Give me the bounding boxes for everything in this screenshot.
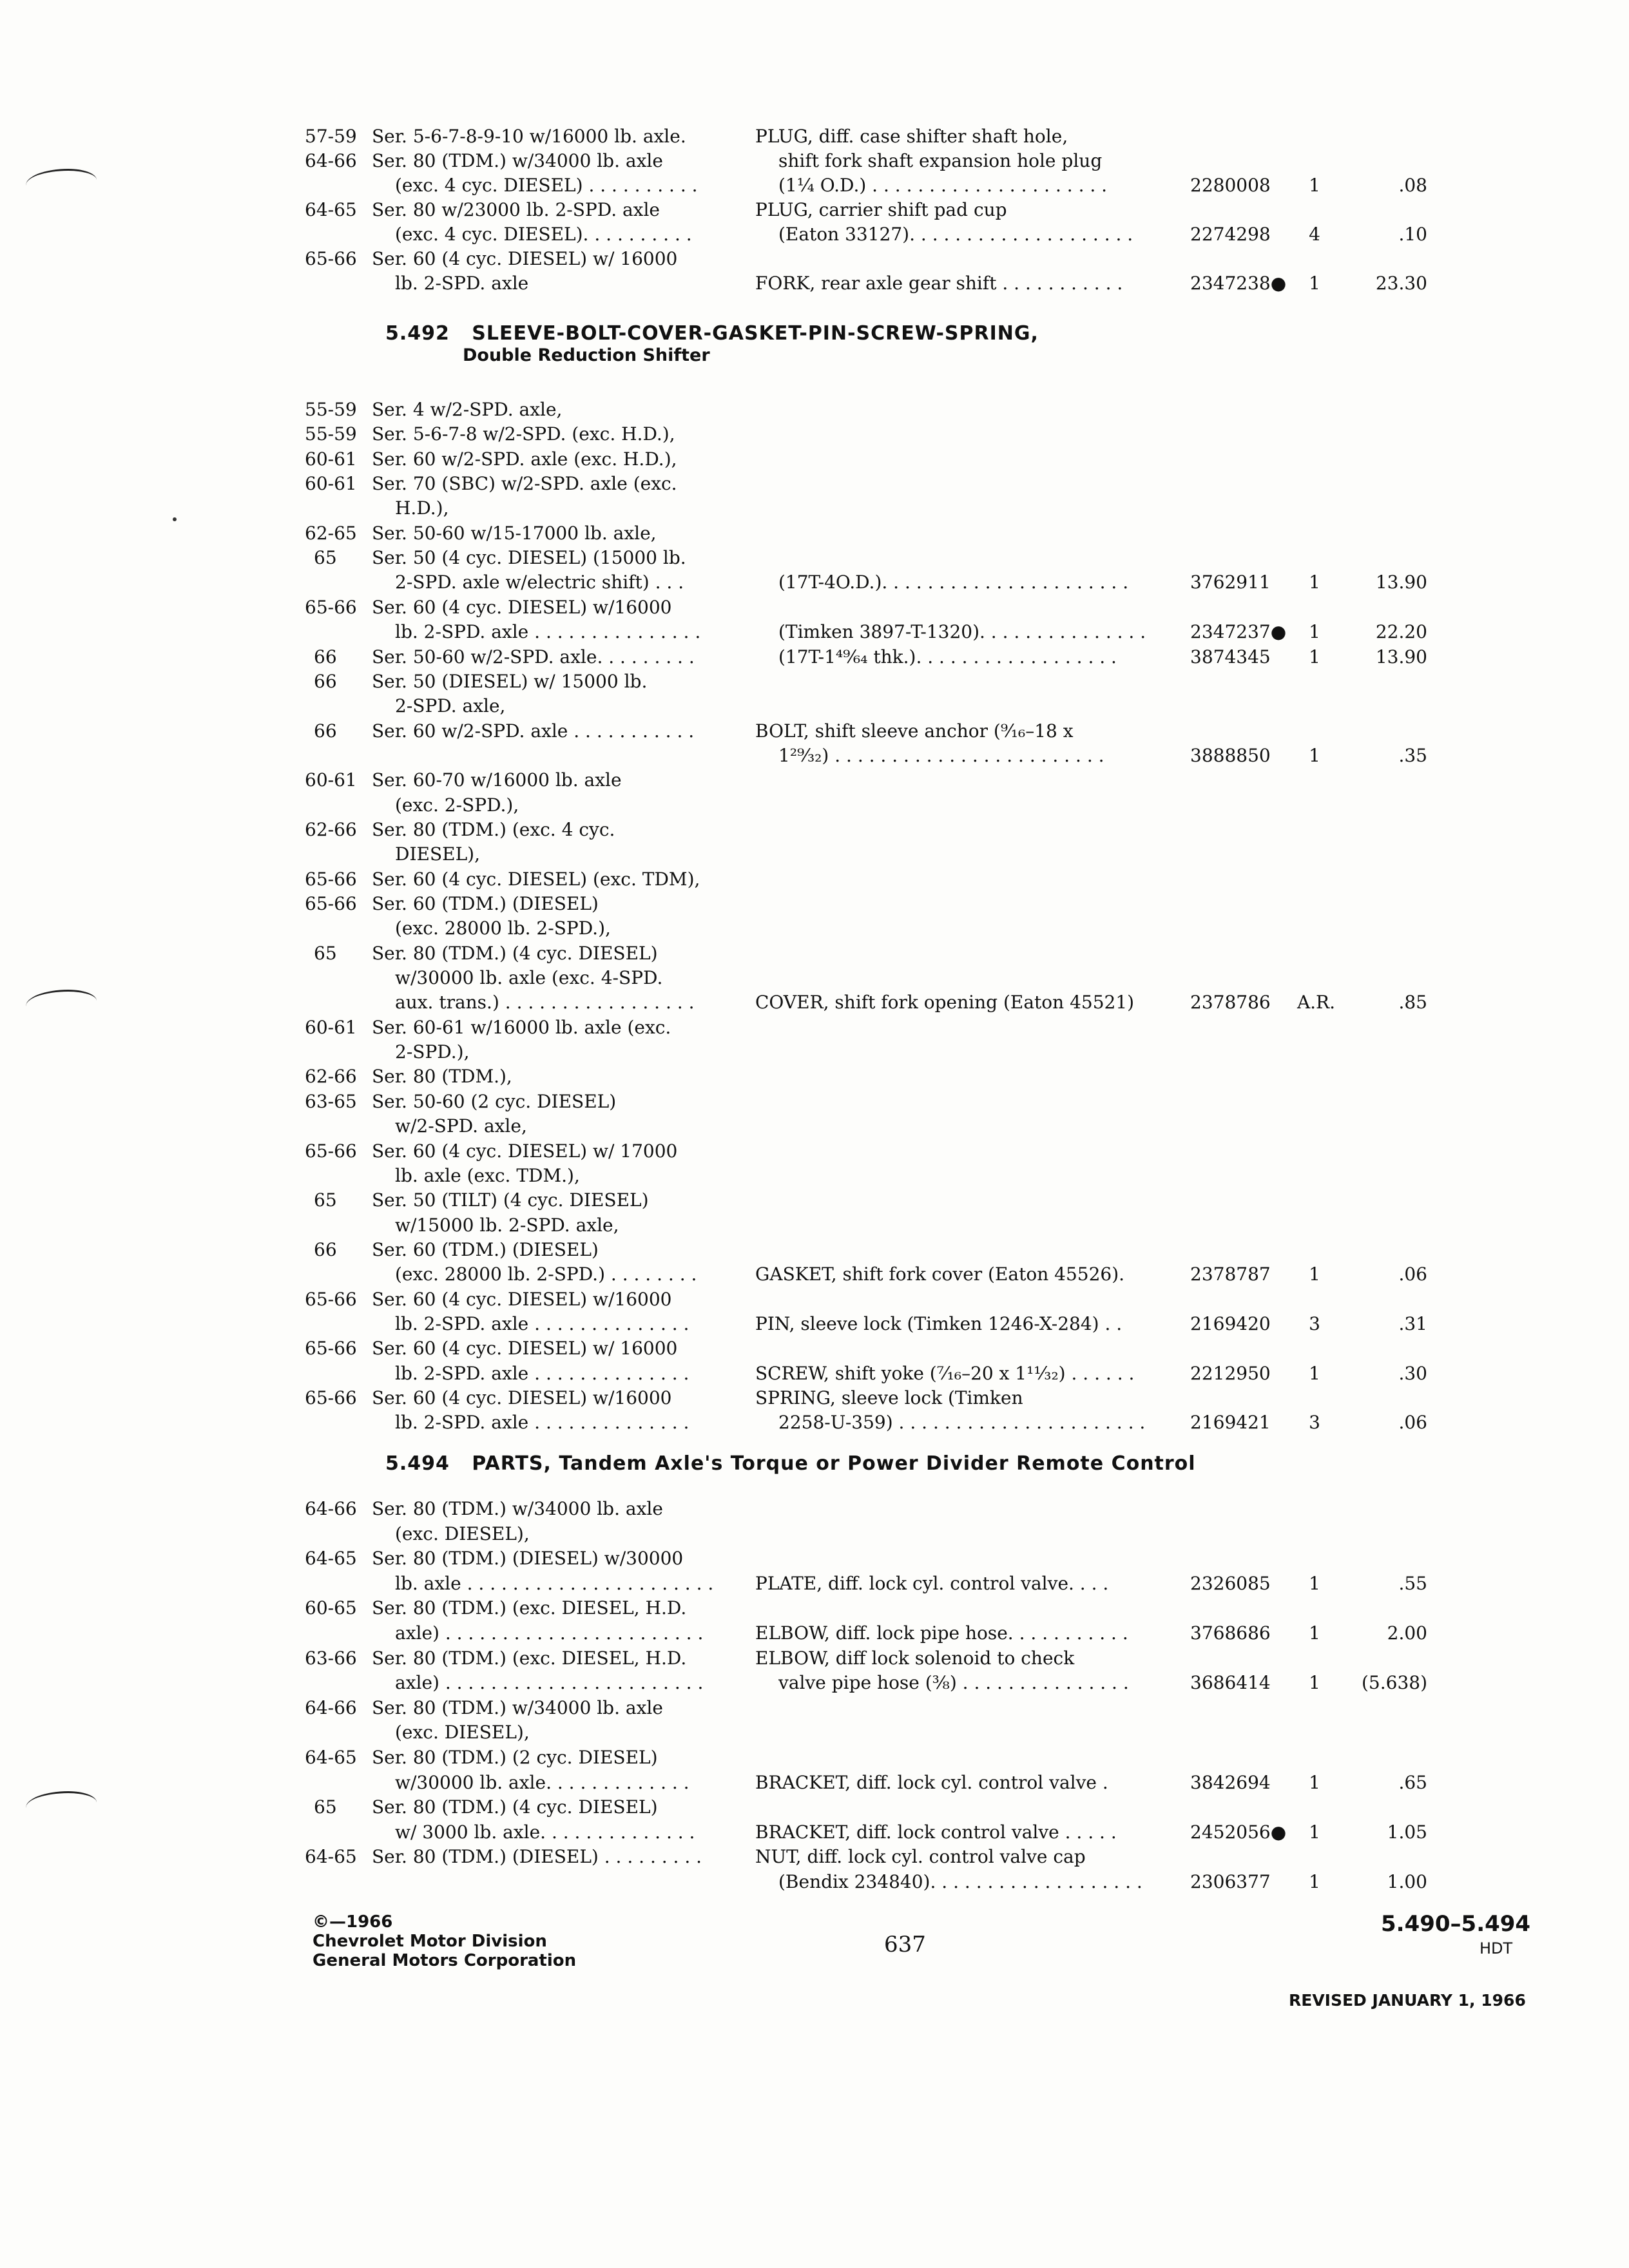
price: .55 [1398, 1573, 1427, 1594]
application: Ser. 50-60 w/2-SPD. axle. . . . . . . . . [372, 646, 695, 668]
application: Ser. 5-6-7-8 w/2-SPD. (exc. H.D.), [372, 423, 675, 445]
application: Ser. 4 w/2-SPD. axle, [372, 399, 563, 420]
application: w/15000 lb. 2-SPD. axle, [395, 1215, 619, 1236]
application: w/2-SPD. axle, [395, 1115, 527, 1137]
model-years: 66 [314, 671, 337, 692]
part-number: 2378786 [1190, 992, 1271, 1013]
quantity: 1 [1309, 1622, 1320, 1644]
punch-hole-mark [26, 1791, 97, 1819]
model-years: 64-65 [305, 199, 357, 220]
price: 1.05 [1387, 1821, 1427, 1843]
part-description: shift fork shaft expansion hole plug [778, 150, 1103, 171]
application: Ser. 60 (TDM.) (DIESEL) [372, 1239, 599, 1260]
footer-revised-date: REVISED JANUARY 1, 1966 [1289, 1991, 1526, 2010]
model-years: 57-59 [305, 126, 357, 147]
part-description: FORK, rear axle gear shift . . . . . . . . . . . [755, 273, 1123, 294]
model-years: 63-66 [305, 1648, 357, 1669]
part-description: SPRING, sleeve lock (Timken [755, 1387, 1023, 1408]
application: axle) . . . . . . . . . . . . . . . . . . . . . . . [395, 1672, 704, 1693]
footer-division: Chevrolet Motor Division [313, 1932, 547, 1951]
quantity: 1 [1309, 621, 1320, 642]
model-years: 66 [314, 720, 337, 742]
application: Ser. 50-60 w/15-17000 lb. axle, [372, 523, 657, 544]
section-number: 5.492 [385, 322, 450, 345]
quantity: A.R. [1296, 992, 1336, 1013]
model-years: 62-66 [305, 1066, 357, 1087]
part-description: (1¼ O.D.) . . . . . . . . . . . . . . . . . . . . . [778, 175, 1108, 196]
model-years: 60-65 [305, 1597, 357, 1619]
application: lb. 2-SPD. axle . . . . . . . . . . . . . . [395, 1363, 689, 1384]
model-years: 62-65 [305, 523, 357, 544]
application: Ser. 60-61 w/16000 lb. axle (exc. [372, 1017, 671, 1038]
part-number: 3842694 [1190, 1772, 1271, 1793]
application: (exc. 4 cyc. DIESEL) . . . . . . . . . . [395, 175, 698, 196]
part-description: BOLT, shift sleeve anchor (⁹⁄₁₆–18 x [755, 720, 1074, 742]
part-description: ELBOW, diff. lock pipe hose. . . . . . . . . . . [755, 1622, 1128, 1644]
application: (exc. 28000 lb. 2-SPD.) . . . . . . . . [395, 1264, 697, 1285]
part-description: BRACKET, diff. lock control valve . . . . . [755, 1821, 1117, 1843]
part-number: 3762911 [1190, 572, 1271, 593]
application: axle) . . . . . . . . . . . . . . . . . . . . . . . [395, 1622, 704, 1644]
section-5492-subtitle: Double Reduction Shifter [463, 345, 710, 365]
application: Ser. 60 (4 cyc. DIESEL) w/ 16000 [372, 1338, 678, 1359]
model-years: 64-66 [305, 1498, 357, 1519]
application: Ser. 50-60 (2 cyc. DIESEL) [372, 1091, 617, 1112]
model-years: 64-65 [305, 1846, 357, 1867]
part-number: 3686414 [1190, 1672, 1271, 1693]
part-description: 1²⁹⁄₃₂) . . . . . . . . . . . . . . . . . . . . . . . . [778, 745, 1104, 766]
application: Ser. 80 (TDM.) (DIESEL) . . . . . . . . . [372, 1846, 702, 1867]
application: lb. 2-SPD. axle . . . . . . . . . . . . . . . [395, 621, 701, 642]
application: Ser. 80 (TDM.) (DIESEL) w/30000 [372, 1548, 684, 1569]
model-years: 65-66 [305, 597, 357, 618]
model-years: 64-65 [305, 1548, 357, 1569]
application: Ser. 60 (4 cyc. DIESEL) (exc. TDM), [372, 869, 700, 890]
quantity: 4 [1309, 224, 1320, 245]
application: (exc. 2-SPD.), [395, 794, 519, 816]
price: .85 [1398, 992, 1427, 1013]
part-number: 2274298 [1190, 224, 1271, 245]
application: Ser. 80 (TDM.) w/34000 lb. axle [372, 1697, 663, 1718]
price: .06 [1398, 1412, 1427, 1433]
part-description: PIN, sleeve lock (Timken 1246-X-284) . . [755, 1313, 1123, 1334]
quantity: 1 [1309, 572, 1320, 593]
price: 13.90 [1375, 572, 1427, 593]
application: 2-SPD.), [395, 1041, 470, 1062]
part-description: (Bendix 234840). . . . . . . . . . . . . . . . . . . [778, 1871, 1142, 1892]
application: 2-SPD. axle, [395, 695, 506, 716]
part-description: (Timken 3897-T-1320). . . . . . . . . . . . . . . [778, 621, 1146, 642]
application: Ser. 80 w/23000 lb. 2-SPD. axle [372, 199, 660, 220]
part-number: 3768686 [1190, 1622, 1271, 1644]
application: Ser. 50 (TILT) (4 cyc. DIESEL) [372, 1189, 649, 1211]
section-5492-heading [385, 322, 1039, 345]
quantity: 1 [1309, 1871, 1320, 1892]
application: Ser. 60 (4 cyc. DIESEL) w/16000 [372, 1387, 672, 1408]
part-description: GASKET, shift fork cover (Eaton 45526). [755, 1264, 1125, 1285]
application: Ser. 80 (TDM.) (4 cyc. DIESEL) [372, 943, 658, 964]
section-number: 5.494 [385, 1452, 450, 1475]
application: Ser. 5-6-7-8-9-10 w/16000 lb. axle. [372, 126, 686, 147]
part-description: PLATE, diff. lock cyl. control valve. . . . [755, 1573, 1109, 1594]
quantity: 1 [1309, 1821, 1320, 1843]
model-years: 60-61 [305, 1017, 357, 1038]
application: Ser. 60 w/2-SPD. axle (exc. H.D.), [372, 448, 677, 470]
quantity: 1 [1309, 1772, 1320, 1793]
model-years: 65 [314, 943, 337, 964]
model-years: 65-66 [305, 1140, 357, 1162]
part-number: 2326085 [1190, 1573, 1271, 1594]
footer-copyright: ©—1966 [313, 1912, 393, 1932]
price: .30 [1398, 1363, 1427, 1384]
application: Ser. 50 (4 cyc. DIESEL) (15000 lb. [372, 547, 686, 568]
section-title: PARTS, Tandem Axle's Torque or Power Divider Remote Control [472, 1452, 1196, 1475]
quantity: 1 [1309, 1363, 1320, 1384]
part-number: 3888850 [1190, 745, 1271, 766]
footer-corporation: General Motors Corporation [313, 1951, 577, 1970]
application: H.D.), [395, 497, 449, 519]
application: Ser. 80 (TDM.) (exc. 4 cyc. [372, 819, 615, 840]
part-number: 2452056● [1190, 1821, 1287, 1843]
application: lb. axle . . . . . . . . . . . . . . . . . . . . . . [395, 1573, 714, 1594]
part-number: 2212950 [1190, 1363, 1271, 1384]
application: Ser. 60 (4 cyc. DIESEL) w/ 17000 [372, 1140, 678, 1162]
part-number: 2347237● [1190, 621, 1287, 642]
footer-section-range: 5.490–5.494 [1381, 1911, 1531, 1937]
application: Ser. 80 (TDM.) (exc. DIESEL, H.D. [372, 1597, 687, 1619]
footer-code: HDT [1480, 1939, 1513, 1957]
part-description: PLUG, carrier shift pad cup [755, 199, 1007, 220]
application: aux. trans.) . . . . . . . . . . . . . . . . . [395, 992, 695, 1013]
model-years: 64-66 [305, 1697, 357, 1718]
model-years: 65-66 [305, 893, 357, 914]
application: (exc. 28000 lb. 2-SPD.), [395, 918, 611, 939]
application: Ser. 80 (TDM.) (exc. DIESEL, H.D. [372, 1648, 687, 1669]
model-years: 60-61 [305, 448, 357, 470]
price: 23.30 [1375, 273, 1427, 294]
quantity: 1 [1309, 1672, 1320, 1693]
part-description: ELBOW, diff lock solenoid to check [755, 1648, 1075, 1669]
part-number: 2378787 [1190, 1264, 1271, 1285]
model-years: 63-65 [305, 1091, 357, 1112]
quantity: 3 [1309, 1412, 1320, 1433]
application: (exc. 4 cyc. DIESEL). . . . . . . . . . [395, 224, 692, 245]
application: Ser. 70 (SBC) w/2-SPD. axle (exc. [372, 473, 677, 494]
price: .65 [1398, 1772, 1427, 1793]
price: (5.638) [1361, 1672, 1427, 1693]
application: lb. axle (exc. TDM.), [395, 1165, 580, 1186]
model-years: 65 [314, 547, 337, 568]
model-years: 66 [314, 1239, 337, 1260]
application: w/30000 lb. axle. . . . . . . . . . . . . [395, 1772, 689, 1793]
application: DIESEL), [395, 843, 480, 865]
part-description: SCREW, shift yoke (⁷⁄₁₆–20 x 1¹¹⁄₃₂) . . . . . . [755, 1363, 1135, 1384]
model-years: 60-61 [305, 769, 357, 791]
price: 1.00 [1387, 1871, 1427, 1892]
application: Ser. 60 (4 cyc. DIESEL) w/ 16000 [372, 248, 678, 269]
part-description: NUT, diff. lock cyl. control valve cap [755, 1846, 1086, 1867]
application: Ser. 80 (TDM.) (2 cyc. DIESEL) [372, 1747, 658, 1768]
model-years: 65-66 [305, 1387, 357, 1408]
application: Ser. 50 (DIESEL) w/ 15000 lb. [372, 671, 648, 692]
part-description: (17T-1⁴⁹⁄₆₄ thk.). . . . . . . . . . . . . . . . . . [778, 646, 1117, 668]
part-description: COVER, shift fork opening (Eaton 45521) [755, 992, 1135, 1013]
page-number: 637 [884, 1932, 926, 1957]
application: Ser. 60 (4 cyc. DIESEL) w/16000 [372, 597, 672, 618]
part-number: 2169420 [1190, 1313, 1271, 1334]
model-years: 65-66 [305, 1289, 357, 1310]
stray-dot [173, 517, 177, 521]
part-description: PLUG, diff. case shifter shaft hole, [755, 126, 1068, 147]
punch-hole-mark [26, 990, 97, 1017]
application: Ser. 80 (TDM.) w/34000 lb. axle [372, 1498, 663, 1519]
application: w/30000 lb. axle (exc. 4-SPD. [395, 967, 663, 988]
part-number: 2347238● [1190, 273, 1287, 294]
price: 2.00 [1387, 1622, 1427, 1644]
quantity: 1 [1309, 1573, 1320, 1594]
price: .08 [1398, 175, 1427, 196]
part-number: 3874345 [1190, 646, 1271, 668]
model-years: 65 [314, 1189, 337, 1211]
price: 22.20 [1375, 621, 1427, 642]
quantity: 1 [1309, 175, 1320, 196]
quantity: 1 [1309, 646, 1320, 668]
part-number: 2169421 [1190, 1412, 1271, 1433]
price: .31 [1398, 1313, 1427, 1334]
application: Ser. 80 (TDM.) w/34000 lb. axle [372, 150, 663, 171]
model-years: 65-66 [305, 869, 357, 890]
model-years: 60-61 [305, 473, 357, 494]
application: lb. 2-SPD. axle [395, 273, 529, 294]
quantity: 1 [1309, 745, 1320, 766]
model-years: 65-66 [305, 248, 357, 269]
price: .10 [1398, 224, 1427, 245]
application: Ser. 80 (TDM.) (4 cyc. DIESEL) [372, 1796, 658, 1818]
application: Ser. 60 (4 cyc. DIESEL) w/16000 [372, 1289, 672, 1310]
model-years: 64-66 [305, 150, 357, 171]
quantity: 1 [1309, 1264, 1320, 1285]
application: Ser. 60-70 w/16000 lb. axle [372, 769, 622, 791]
punch-hole-mark [26, 169, 97, 197]
application: (exc. DIESEL), [395, 1722, 530, 1743]
model-years: 62-66 [305, 819, 357, 840]
section-5494-heading [385, 1452, 1196, 1475]
part-number: 2306377 [1190, 1871, 1271, 1892]
part-description: (Eaton 33127). . . . . . . . . . . . . . . . . . . . [778, 224, 1133, 245]
price: .06 [1398, 1264, 1427, 1285]
application: Ser. 80 (TDM.), [372, 1066, 512, 1087]
price: 13.90 [1375, 646, 1427, 668]
application: lb. 2-SPD. axle . . . . . . . . . . . . . . [395, 1313, 689, 1334]
part-description: (17T-4O.D.). . . . . . . . . . . . . . . . . . . . . . [778, 572, 1129, 593]
model-years: 55-59 [305, 423, 357, 445]
part-description: valve pipe hose (⅜) . . . . . . . . . . . . . . . [778, 1672, 1129, 1693]
part-description: BRACKET, diff. lock cyl. control valve . [755, 1772, 1108, 1793]
application: (exc. DIESEL), [395, 1523, 530, 1544]
quantity: 3 [1309, 1313, 1320, 1334]
section-title: SLEEVE-BOLT-COVER-GASKET-PIN-SCREW-SPRING, [472, 322, 1039, 345]
model-years: 64-65 [305, 1747, 357, 1768]
part-number: 2280008 [1190, 175, 1271, 196]
application: Ser. 60 w/2-SPD. axle . . . . . . . . . . . [372, 720, 695, 742]
model-years: 55-59 [305, 399, 357, 420]
application: 2-SPD. axle w/electric shift) . . . [395, 572, 684, 593]
model-years: 65-66 [305, 1338, 357, 1359]
model-years: 66 [314, 646, 337, 668]
application: lb. 2-SPD. axle . . . . . . . . . . . . . . [395, 1412, 689, 1433]
quantity: 1 [1309, 273, 1320, 294]
application: Ser. 60 (TDM.) (DIESEL) [372, 893, 599, 914]
application: w/ 3000 lb. axle. . . . . . . . . . . . . . [395, 1821, 695, 1843]
model-years: 65 [314, 1796, 337, 1818]
price: .35 [1398, 745, 1427, 766]
part-description: 2258-U-359) . . . . . . . . . . . . . . . . . . . . . . [778, 1412, 1146, 1433]
